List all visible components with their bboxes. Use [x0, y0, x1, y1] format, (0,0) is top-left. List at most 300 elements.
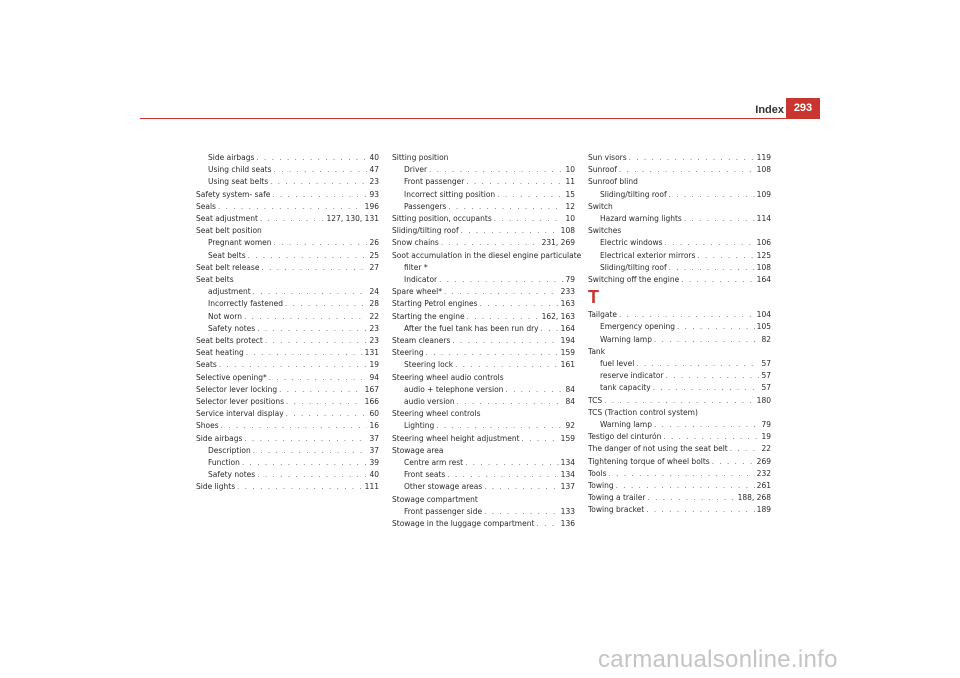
entry-label: Sliding/tilting roof [600, 189, 667, 199]
index-column-2 [392, 152, 582, 530]
index-entry [588, 164, 771, 176]
index-entry [196, 457, 379, 469]
index-entry [196, 152, 379, 164]
entry-page: 231, 269 [541, 238, 575, 248]
dot-leader [669, 262, 755, 274]
entry-label: Side airbags [208, 153, 255, 162]
index-entry [588, 480, 771, 492]
entry-label: Incorrectly fastened [208, 299, 283, 309]
entry-label: Seat belts [208, 250, 246, 260]
entry-label: After the fuel tank has been run dry [404, 323, 539, 333]
entry-label: TCS [588, 395, 603, 405]
entry-page: 104 [756, 310, 771, 320]
entry-label: Sitting position, occupants [392, 214, 492, 224]
dot-leader [536, 518, 558, 530]
dot-leader [647, 492, 735, 504]
entry-label: Electric windows [600, 238, 663, 248]
dot-leader [272, 189, 367, 201]
index-entry [588, 321, 771, 333]
dot-leader [237, 481, 363, 493]
dot-leader [436, 420, 563, 432]
index-entry [588, 189, 771, 201]
dot-leader [697, 250, 754, 262]
entry-page: 163 [560, 299, 575, 309]
dot-leader [522, 433, 559, 445]
index-entry [588, 237, 771, 249]
entry-page: 23 [369, 323, 379, 333]
index-heading-wrapped: Soot accumulation in the diesel engine particulate [392, 250, 582, 260]
index-entry [196, 433, 379, 445]
entry-page: 23 [369, 177, 379, 187]
entry-page: 108 [756, 262, 771, 272]
dot-leader [246, 347, 363, 359]
entry-page: 108 [560, 226, 575, 236]
dot-leader [244, 311, 368, 323]
dot-leader [286, 408, 368, 420]
entry-page: 23 [369, 336, 379, 346]
dot-leader [665, 237, 755, 249]
index-entry [588, 395, 771, 407]
dot-leader [497, 189, 563, 201]
index-entry [588, 370, 771, 382]
entry-page: 22 [369, 311, 379, 321]
dot-leader [455, 359, 559, 371]
entry-page: 15 [565, 189, 575, 199]
entry-label: Steam cleaners [392, 336, 451, 346]
section-letter: T [588, 287, 599, 308]
entry-label: Steering lock [404, 360, 454, 370]
index-heading: Stowage area [392, 445, 444, 455]
entry-label: Stowage in the luggage compartment [392, 519, 535, 529]
dot-leader [684, 213, 755, 225]
index-entry [392, 286, 575, 298]
dot-leader [467, 311, 540, 323]
entry-page: 134 [560, 470, 575, 480]
index-heading: Seat belts [196, 275, 234, 285]
entry-label: Seat belt release [196, 262, 260, 272]
entry-page: 131 [364, 348, 379, 358]
dot-leader [505, 384, 563, 396]
index-heading: TCS (Traction control system) [588, 407, 698, 417]
index-heading: Tank [588, 346, 606, 356]
entry-page: 84 [565, 384, 575, 394]
dot-leader [274, 164, 368, 176]
entry-label: Side lights [196, 482, 236, 492]
index-entry [196, 201, 379, 213]
page-title: Index [755, 104, 784, 116]
index-entry [196, 335, 379, 347]
dot-leader [253, 286, 368, 298]
entry-page: 40 [369, 470, 379, 480]
dot-leader [426, 347, 559, 359]
dot-leader [218, 201, 363, 213]
dot-leader [270, 176, 367, 188]
index-entry [588, 262, 771, 274]
entry-label: Steering wheel height adjustment [392, 433, 520, 443]
dot-leader [712, 456, 755, 468]
entry-label: Warning lamp [600, 334, 652, 344]
dot-leader [219, 359, 368, 371]
entry-label: Safety notes [208, 470, 256, 480]
dot-leader [666, 370, 760, 382]
index-entry [588, 443, 771, 455]
entry-label: Pregnant women [208, 238, 272, 248]
entry-label: Seat adjustment [196, 214, 258, 224]
index-column-1 [196, 152, 379, 494]
entry-page: 159 [560, 348, 575, 358]
index-entry [196, 469, 379, 481]
entry-label: audio version [404, 397, 455, 407]
index-entry [196, 359, 379, 371]
dot-leader [448, 201, 563, 213]
dot-leader [242, 457, 368, 469]
index-entry [196, 250, 379, 262]
entry-label: adjustment [208, 287, 251, 297]
index-entry [196, 311, 379, 323]
entry-page: 12 [565, 201, 575, 211]
entry-label: Safety notes [208, 323, 256, 333]
entry-label: Sun visors [588, 153, 627, 162]
entry-label: Emergency opening [600, 322, 675, 332]
dot-leader [681, 274, 754, 286]
dot-leader [452, 335, 558, 347]
index-entry [196, 213, 379, 225]
entry-page: 105 [756, 322, 771, 332]
dot-leader [654, 419, 759, 431]
dot-leader [466, 176, 563, 188]
entry-page: 106 [756, 238, 771, 248]
index-heading: Sitting position [392, 153, 449, 162]
index-entry [588, 504, 771, 516]
dot-leader [253, 445, 368, 457]
entry-label: audio + telephone version [404, 384, 504, 394]
entry-page: 261 [756, 481, 771, 491]
entry-page: 133 [560, 506, 575, 516]
entry-label: Tailgate [588, 310, 618, 320]
entry-page: 134 [560, 458, 575, 468]
dot-leader [669, 189, 755, 201]
index-entry [588, 213, 771, 225]
index-entry [392, 457, 575, 469]
dot-leader [646, 504, 754, 516]
index-entry [196, 262, 379, 274]
index-entry [196, 286, 379, 298]
index-entry [392, 396, 575, 408]
index-entry [196, 237, 379, 249]
index-entry [392, 323, 575, 335]
dot-leader [256, 152, 367, 164]
entry-label: Seat belts protect [196, 336, 263, 346]
index-entry [392, 201, 575, 213]
entry-label: Tightening torque of wheel bolts [588, 456, 710, 466]
index-entry [392, 347, 575, 359]
entry-page: 161 [560, 360, 575, 370]
entry-label: Lighting [404, 421, 435, 431]
index-entry [588, 358, 771, 370]
dot-leader [441, 237, 540, 249]
dot-leader [257, 323, 367, 335]
dot-leader [494, 213, 564, 225]
entry-label: Hazard warning lights [600, 214, 682, 224]
dot-leader [654, 334, 759, 346]
entry-page: 269 [756, 456, 771, 466]
index-entry [588, 431, 771, 443]
dot-leader [260, 213, 325, 225]
entry-label: Electrical exterior mirrors [600, 250, 696, 260]
entry-label: Towing [588, 481, 614, 491]
entry-page: 188, 268 [737, 493, 771, 503]
index-entry [588, 274, 771, 286]
entry-page: 125 [756, 250, 771, 260]
entry-label: Front seats [404, 470, 446, 480]
dot-leader [541, 323, 559, 335]
entry-label: The danger of not using the seat belt [588, 444, 728, 454]
entry-label: Starting Petrol engines [392, 299, 478, 309]
entry-page: 108 [756, 165, 771, 175]
index-entry [196, 408, 379, 420]
entry-label: Safety system- safe [196, 189, 271, 199]
index-entry [392, 274, 575, 286]
entry-label: Incorrect sitting position [404, 189, 496, 199]
index-heading: Steering wheel audio controls [392, 372, 504, 382]
entry-label: Indicator [404, 275, 438, 285]
index-entry [392, 311, 575, 323]
dot-leader [261, 262, 367, 274]
index-entry [196, 372, 379, 384]
index-entry [392, 384, 575, 396]
entry-label: Other stowage areas [404, 482, 483, 492]
index-heading: Seat belt position [196, 226, 262, 236]
entry-label: Sunroof [588, 165, 618, 175]
entry-label: Switching off the engine [588, 275, 680, 285]
index-entry [588, 468, 771, 480]
dot-leader [619, 164, 755, 176]
entry-page: 93 [369, 189, 379, 199]
dot-leader [447, 469, 558, 481]
entry-label: Starting the engine [392, 311, 465, 321]
entry-label: Seals [196, 201, 216, 211]
entry-page: 47 [369, 165, 379, 175]
dot-leader [465, 457, 559, 469]
entry-page: 92 [565, 421, 575, 431]
entry-label: Selector lever positions [196, 397, 285, 407]
entry-label: Towing bracket [588, 505, 645, 515]
entry-page: 27 [369, 262, 379, 272]
index-entry [588, 492, 771, 504]
dot-leader [730, 443, 760, 455]
entry-label: Centre arm rest [404, 458, 464, 468]
index-entry [196, 396, 379, 408]
entry-page: 232 [756, 468, 771, 478]
entry-page: 180 [756, 395, 771, 405]
dot-leader [444, 286, 559, 298]
entry-page: 164 [756, 275, 771, 285]
dot-leader [269, 372, 368, 384]
entry-page: 37 [369, 433, 379, 443]
index-entry [392, 298, 575, 310]
index-heading: Sunroof blind [588, 177, 638, 187]
entry-label: Using child seats [208, 165, 272, 175]
entry-page: 166 [364, 397, 379, 407]
entry-page: 167 [364, 384, 379, 394]
entry-label: reserve indicator [600, 371, 664, 381]
entry-page: 28 [369, 299, 379, 309]
entry-page: 79 [761, 420, 771, 430]
entry-page: 162, 163 [541, 311, 575, 321]
entry-label: Front passenger side [404, 506, 483, 516]
watermark-text[interactable]: carmanualsonline.info [598, 646, 838, 673]
entry-page: 19 [369, 360, 379, 370]
dot-leader [257, 469, 367, 481]
index-entry [392, 506, 575, 518]
index-entry [588, 382, 771, 394]
entry-label: Function [208, 458, 240, 468]
dot-leader [274, 237, 368, 249]
entry-page: 94 [369, 372, 379, 382]
entry-page: 189 [756, 505, 771, 515]
dot-leader [629, 152, 755, 164]
entry-label: Shoes [196, 421, 219, 431]
entry-label: Description [208, 445, 251, 455]
entry-label: Using seat belts [208, 177, 269, 187]
index-entry [588, 309, 771, 321]
dot-leader [457, 396, 564, 408]
dot-leader [221, 420, 368, 432]
entry-page: 137 [560, 482, 575, 492]
index-entry [392, 518, 575, 530]
dot-leader [248, 250, 368, 262]
entry-page: 37 [369, 445, 379, 455]
index-entry [392, 469, 575, 481]
entry-page: 119 [756, 153, 771, 162]
entry-label: Sliding/tilting roof [600, 262, 667, 272]
dot-leader [244, 433, 367, 445]
index-heading: Steering wheel controls [392, 409, 481, 419]
entry-label: Service interval display [196, 409, 284, 419]
index-entry [392, 335, 575, 347]
entry-label: Side airbags [196, 433, 243, 443]
entry-label: Testigo del cinturón [588, 432, 662, 442]
index-entry [196, 176, 379, 188]
entry-page: 84 [565, 397, 575, 407]
entry-page: 26 [369, 238, 379, 248]
entry-page: 57 [761, 359, 771, 369]
entry-label: Snow chains [392, 238, 439, 248]
entry-page: 11 [565, 177, 575, 187]
index-entry [196, 189, 379, 201]
entry-page: 19 [761, 432, 771, 442]
index-entry [196, 347, 379, 359]
entry-page: 57 [761, 383, 771, 393]
entry-page: 109 [756, 189, 771, 199]
index-entry [196, 164, 379, 176]
index-entry [196, 323, 379, 335]
index-entry [196, 298, 379, 310]
entry-page: 16 [369, 421, 379, 431]
dot-leader [279, 384, 363, 396]
entry-label: Warning lamp [600, 420, 652, 430]
index-entry [392, 225, 575, 237]
dot-leader [616, 480, 755, 492]
index-entry [588, 334, 771, 346]
entry-page: 10 [565, 165, 575, 175]
entry-page: 136 [560, 519, 575, 529]
index-entry [392, 433, 575, 445]
index-entry [196, 481, 379, 493]
dot-leader [484, 481, 558, 493]
dot-leader [619, 309, 755, 321]
index-entry [392, 237, 575, 249]
dot-leader [480, 298, 559, 310]
entry-page: 39 [369, 458, 379, 468]
index-entry [196, 445, 379, 457]
header-divider [140, 118, 820, 119]
index-entry [392, 359, 575, 371]
entry-label: Spare wheel* [392, 287, 442, 297]
entry-label: Tools [588, 468, 607, 478]
entry-page: 194 [560, 336, 575, 346]
entry-label: Towing a trailer [588, 493, 646, 503]
index-entry [392, 164, 575, 176]
dot-leader [285, 298, 367, 310]
index-entry [392, 481, 575, 493]
index-entry [392, 176, 575, 188]
dot-leader [461, 225, 559, 237]
entry-page: 111 [364, 482, 379, 492]
index-heading: Switch [588, 201, 613, 211]
entry-page: 10 [565, 214, 575, 224]
index-entry [588, 250, 771, 262]
entry-label: Not worn [208, 311, 242, 321]
index-entry [196, 420, 379, 432]
entry-page: 114 [756, 214, 771, 224]
entry-label: Passengers [404, 201, 447, 211]
entry-page: 159 [560, 433, 575, 443]
entry-page: 164 [560, 323, 575, 333]
entry-label: fuel level [600, 359, 635, 369]
entry-page: 82 [761, 334, 771, 344]
entry-label: Driver [404, 165, 428, 175]
entry-label: Selector lever locking [196, 384, 278, 394]
entry-page: 24 [369, 287, 379, 297]
entry-page: 196 [364, 201, 379, 211]
entry-label: Seat heating [196, 348, 244, 358]
index-heading-continuation: filter * [404, 262, 428, 272]
dot-leader [604, 395, 755, 407]
entry-page: 127, 130, 131 [326, 214, 379, 224]
entry-page: 25 [369, 250, 379, 260]
entry-page: 40 [369, 153, 379, 162]
dot-leader [429, 164, 563, 176]
entry-page: 57 [761, 371, 771, 381]
dot-leader [608, 468, 754, 480]
entry-page: 233 [560, 287, 575, 297]
dot-leader [653, 382, 760, 394]
index-heading: Stowage compartment [392, 494, 478, 504]
index-entry [392, 420, 575, 432]
index-entry [588, 456, 771, 468]
entry-label: tank capacity [600, 383, 651, 393]
index-entry [588, 152, 771, 164]
dot-leader [677, 321, 755, 333]
dot-leader [636, 358, 759, 370]
dot-leader [439, 274, 563, 286]
index-entry [588, 419, 771, 431]
entry-page: 60 [369, 409, 379, 419]
entry-label: Seats [196, 360, 217, 370]
index-entry [392, 189, 575, 201]
page-number-badge: 293 [786, 98, 820, 118]
